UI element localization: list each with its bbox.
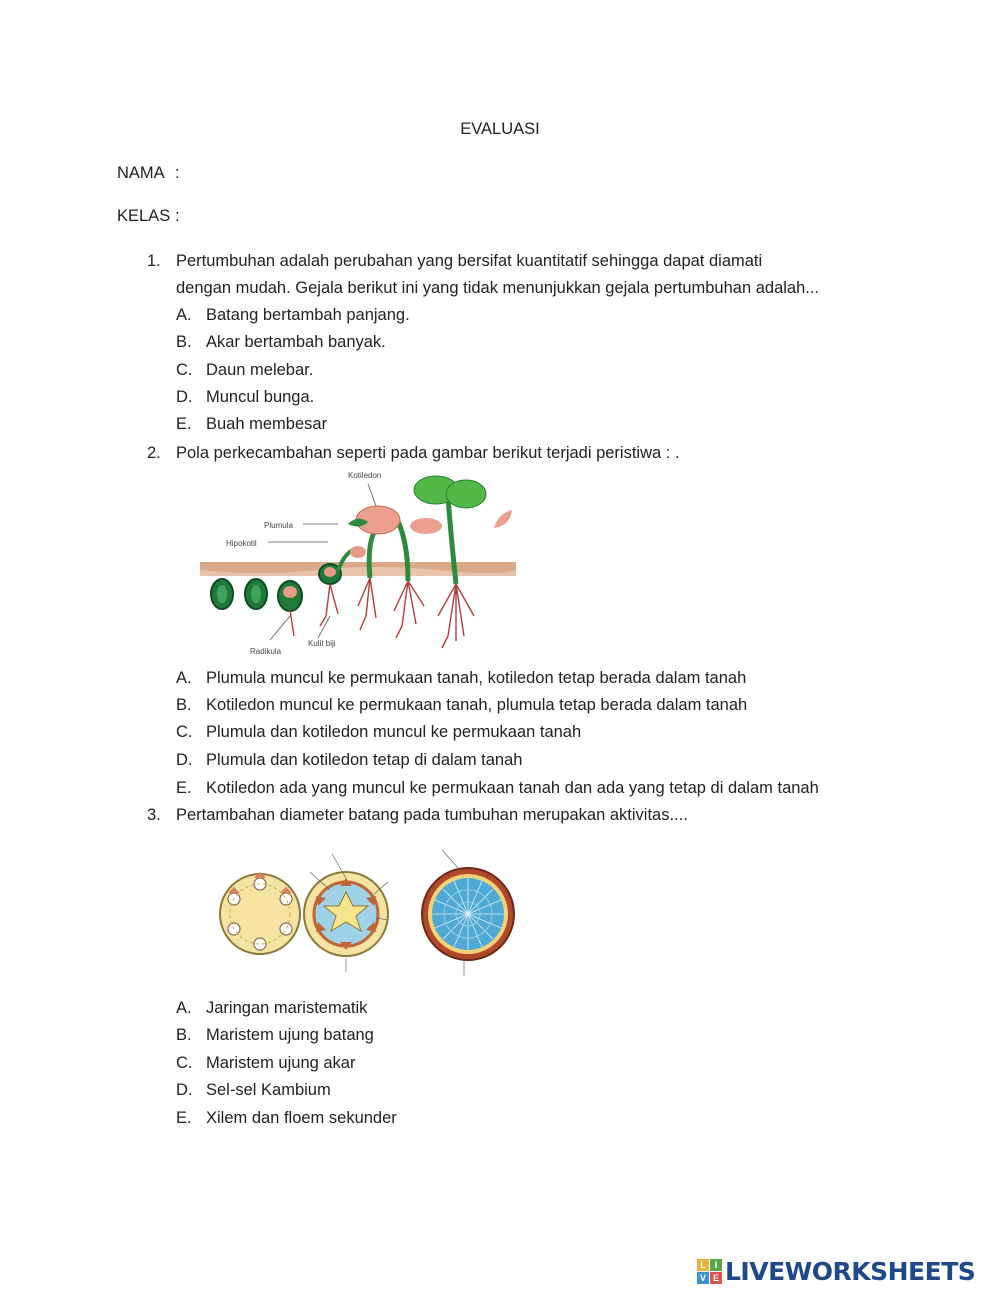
question-3-option-e[interactable]: E. Xilem dan floem sekunder [176,1109,397,1127]
label-radikula: Radikula [250,647,282,656]
roots [290,578,474,648]
question-2-text: Pola perkecambahan seperti pada gambar berikut terjadi peristiwa : . [176,444,680,462]
question-2-option-e[interactable]: E. Kotiledon ada yang muncul ke permukaan tanah dan ada yang tetap di dalam tanah [176,779,819,797]
question-3-number: 3. [147,806,161,824]
question-1-line-1: Pertumbuhan adalah perubahan yang bersifat kuantitatif sehingga dapat diamati [176,252,763,270]
question-2-option-a[interactable]: A. Plumula muncul ke permukaan tanah, kotiledon tetap berada dalam tanah [176,669,747,687]
label-kotiledon: Kotiledon [348,471,382,480]
logo-blocks-icon: L I V E [697,1259,722,1284]
question-1-line-2: dengan mudah. Gejala berikut ini yang tidak menunjukkan gejala pertumbuhan adalah... [176,279,820,297]
question-1-text [176,248,819,302]
question-3-option-b[interactable]: B. Maristem ujung batang [176,1026,374,1044]
germination-figure [198,466,520,658]
class-field [117,207,180,226]
question-1-option-c[interactable]: C. Daun melebar. [176,361,314,379]
question-2-number: 2. [147,444,161,462]
question-3-text: Pertambahan diameter batang pada tumbuhan merupakan aktivitas.... [176,806,688,824]
question-3-option-d[interactable]: D. Sel-sel Kambium [176,1081,331,1099]
brand-name: LIVEWORKSHEETS [725,1256,976,1286]
name-label: NAMA [117,164,165,182]
question-2-option-b[interactable]: B. Kotiledon muncul ke permukaan tanah, plumula tetap berada dalam tanah [176,696,748,714]
name-colon: : [175,164,180,182]
question-2-option-d[interactable]: D. Plumula dan kotiledon tetap di dalam tanah [176,751,523,769]
class-colon: : [175,207,180,225]
question-1-option-a[interactable]: A. Batang bertambah panjang. [176,306,410,324]
question-1-number: 1. [147,252,161,270]
liveworksheets-logo [697,1254,975,1288]
class-label: KELAS [117,207,171,225]
question-2-option-c[interactable]: C. Plumula dan kotiledon muncul ke permukaan tanah [176,723,582,741]
label-kulit-biji: Kulit biji [308,639,336,648]
stem-cross-section-figure [212,834,524,994]
question-1-option-d[interactable]: D. Muncul bunga. [176,388,315,406]
question-1-option-b[interactable]: B. Akar bertambah banyak. [176,333,386,351]
question-3-option-c[interactable]: C. Maristem ujung akar [176,1054,356,1072]
question-3-option-a[interactable]: A. Jaringan maristematik [176,999,368,1017]
leaf-2 [446,480,486,508]
page-title: EVALUASI [460,120,540,138]
name-field [117,164,180,183]
label-plumula: Plumula [264,521,293,530]
question-1-option-e[interactable]: E. Buah membesar [176,415,328,433]
label-hipokotil: Hipokotil [226,539,257,548]
